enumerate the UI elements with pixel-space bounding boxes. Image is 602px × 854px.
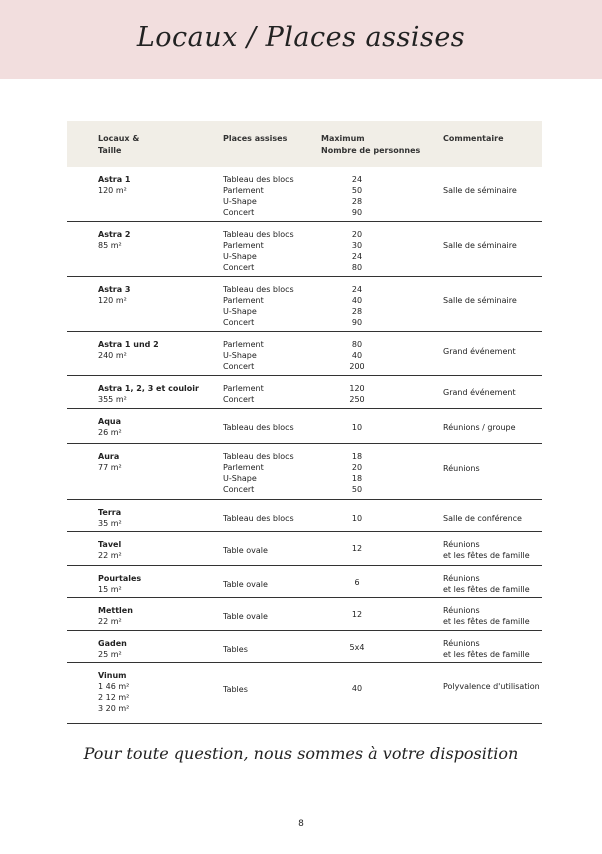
seats-line: Tables <box>223 645 248 654</box>
max-line: 10 <box>351 514 363 523</box>
comment-line: Grand événement <box>443 347 516 356</box>
seats-line: Parlement <box>223 463 264 472</box>
seats-line: Parlement <box>223 186 264 195</box>
name-line: Astra 1 und 2 <box>98 340 159 349</box>
comment-cell <box>443 295 517 306</box>
max-line: 18 <box>351 452 363 461</box>
header-max <box>321 133 420 157</box>
max-cell <box>321 284 393 328</box>
seats-cell <box>223 229 294 273</box>
max-line: 40 <box>351 351 363 360</box>
header-rooms <box>98 133 139 157</box>
max-line: 200 <box>349 362 365 371</box>
table-row <box>67 409 542 444</box>
max-line: 90 <box>351 318 363 327</box>
comment-cell <box>443 638 530 660</box>
page-title: Locaux / Places assises <box>136 22 466 53</box>
max-line: 18 <box>351 474 363 483</box>
max-line: 12 <box>351 544 363 553</box>
max-cell <box>321 422 393 433</box>
max-cell <box>321 174 393 218</box>
name-cell <box>98 284 130 306</box>
seats-cell <box>223 644 248 655</box>
name-cell <box>98 174 130 196</box>
table-row <box>67 222 542 277</box>
seats-line: Parlement <box>223 340 264 349</box>
name-line: 85 m² <box>98 241 122 250</box>
name-line: 1 46 m² <box>98 682 130 691</box>
max-line: 12 <box>351 610 363 619</box>
seats-cell <box>223 174 294 218</box>
comment-line: et les fêtes de famille <box>443 617 530 626</box>
table-row <box>67 532 542 566</box>
name-line: Aqua <box>98 417 122 426</box>
seats-line: Tableau des blocs <box>223 230 294 239</box>
header-rooms-line: Locaux & <box>98 134 140 143</box>
max-line: 40 <box>351 296 363 305</box>
comment-cell <box>443 463 480 474</box>
comment-line: et les fêtes de famille <box>443 585 530 594</box>
name-line: 3 20 m² <box>98 704 130 713</box>
header-max-line: Nombre de personnes <box>321 146 421 155</box>
comment-cell <box>443 422 516 433</box>
name-line: 15 m² <box>98 585 122 594</box>
seats-line: Table ovale <box>223 580 268 589</box>
comment-cell <box>443 573 530 595</box>
max-line: 6 <box>354 578 360 587</box>
seats-line: Concert <box>223 263 255 272</box>
seats-cell <box>223 284 294 328</box>
table-row <box>67 598 542 631</box>
table-row <box>67 332 542 376</box>
seats-line: U-Shape <box>223 474 257 483</box>
seats-line: Table ovale <box>223 612 268 621</box>
max-cell <box>321 229 393 273</box>
seats-cell <box>223 422 294 433</box>
table-body <box>67 167 542 724</box>
max-cell <box>321 339 393 372</box>
comment-cell <box>443 346 516 357</box>
name-cell <box>98 229 130 251</box>
max-cell <box>321 513 393 524</box>
name-line: 240 m² <box>98 351 127 360</box>
name-line: Astra 2 <box>98 230 131 239</box>
comment-line: et les fêtes de famille <box>443 650 530 659</box>
comment-cell <box>443 539 530 561</box>
comment-cell <box>443 513 522 524</box>
max-line: 24 <box>351 252 363 261</box>
comment-cell <box>443 387 516 398</box>
seats-line: Parlement <box>223 384 264 393</box>
comment-cell <box>443 605 530 627</box>
seats-line: Tableau des blocs <box>223 452 294 461</box>
name-cell <box>98 573 141 595</box>
max-cell <box>321 609 393 620</box>
seats-cell <box>223 579 268 590</box>
comment-cell <box>443 185 517 196</box>
max-cell <box>321 577 393 588</box>
max-cell <box>321 543 393 554</box>
comment-cell <box>443 240 517 251</box>
seats-line: Table ovale <box>223 546 268 555</box>
name-cell <box>98 539 122 561</box>
table-row <box>67 277 542 332</box>
name-cell <box>98 339 159 361</box>
seats-line: Tableau des blocs <box>223 514 294 523</box>
name-line: Terra <box>98 508 122 517</box>
table-row <box>67 663 542 724</box>
name-cell <box>98 670 129 714</box>
name-cell <box>98 383 199 405</box>
name-line: Astra 3 <box>98 285 131 294</box>
rooms-table <box>67 121 542 724</box>
seats-line: Tableau des blocs <box>223 285 294 294</box>
seats-line: Parlement <box>223 241 264 250</box>
seats-line: Concert <box>223 485 255 494</box>
max-line: 80 <box>351 263 363 272</box>
max-line: 250 <box>349 395 365 404</box>
name-line: Gaden <box>98 639 127 648</box>
max-line: 28 <box>351 307 363 316</box>
header-max-line: Maximum <box>321 134 365 143</box>
seats-line: Tableau des blocs <box>223 423 294 432</box>
seats-line: U-Shape <box>223 307 257 316</box>
table-row <box>67 500 542 532</box>
table-row <box>67 444 542 500</box>
name-line: Astra 1 <box>98 175 131 184</box>
seats-line: Concert <box>223 318 255 327</box>
header-seats: Places assises <box>223 134 288 143</box>
max-line: 24 <box>351 175 363 184</box>
name-line: Aura <box>98 452 120 461</box>
comment-line: et les fêtes de famille <box>443 551 530 560</box>
comment-line: Salle de séminaire <box>443 296 517 305</box>
max-line: 40 <box>351 684 363 693</box>
header-rooms-line: Taille <box>98 146 122 155</box>
max-line: 20 <box>351 230 363 239</box>
seats-line: Concert <box>223 362 255 371</box>
name-cell <box>98 507 122 529</box>
name-line: Astra 1, 2, 3 et couloir <box>98 384 199 393</box>
max-line: 20 <box>351 463 363 472</box>
seats-line: Concert <box>223 208 255 217</box>
max-line: 5x4 <box>349 643 365 652</box>
seats-line: Tableau des blocs <box>223 175 294 184</box>
name-line: Vinum <box>98 671 127 680</box>
seats-cell <box>223 383 264 405</box>
seats-cell <box>223 451 294 495</box>
comment-line: Réunions <box>443 606 480 615</box>
name-line: Mettlen <box>98 606 133 615</box>
name-cell <box>98 638 127 660</box>
name-line: Tavel <box>98 540 122 549</box>
max-line: 120 <box>349 384 365 393</box>
table-row <box>67 376 542 409</box>
table-row <box>67 631 542 663</box>
name-line: 25 m² <box>98 650 122 659</box>
comment-line: Polyvalence d'utilisation <box>443 682 540 691</box>
seats-line: U-Shape <box>223 351 257 360</box>
max-cell <box>321 642 393 653</box>
page-number: 8 <box>298 819 304 829</box>
seats-cell <box>223 545 268 556</box>
seats-line: U-Shape <box>223 252 257 261</box>
max-line: 28 <box>351 197 363 206</box>
table-row <box>67 566 542 598</box>
comment-line: Salle de séminaire <box>443 241 517 250</box>
seats-line: Tables <box>223 685 248 694</box>
max-line: 10 <box>351 423 363 432</box>
max-line: 30 <box>351 241 363 250</box>
max-line: 90 <box>351 208 363 217</box>
seats-line: Concert <box>223 395 255 404</box>
header-comment: Commentaire <box>443 134 504 143</box>
name-line: 2 12 m² <box>98 693 130 702</box>
name-cell <box>98 416 122 438</box>
name-line: 355 m² <box>98 395 127 404</box>
comment-line: Réunions <box>443 464 480 473</box>
comment-line: Réunions <box>443 540 480 549</box>
comment-line: Réunions / groupe <box>443 423 516 432</box>
comment-line: Salle de séminaire <box>443 186 517 195</box>
comment-line: Grand événement <box>443 388 516 397</box>
comment-line: Réunions <box>443 574 480 583</box>
name-line: 120 m² <box>98 296 127 305</box>
seats-cell <box>223 339 264 372</box>
name-cell <box>98 451 122 473</box>
table-row <box>67 167 542 222</box>
name-line: 120 m² <box>98 186 127 195</box>
name-line: 22 m² <box>98 617 122 626</box>
seats-line: U-Shape <box>223 197 257 206</box>
seats-cell <box>223 611 268 622</box>
max-line: 24 <box>351 285 363 294</box>
max-line: 50 <box>351 485 363 494</box>
max-cell <box>321 451 393 495</box>
max-line: 80 <box>351 340 363 349</box>
footer-note: Pour toute question, nous sommes à votre disposition <box>83 744 519 763</box>
seats-line: Parlement <box>223 296 264 305</box>
comment-line: Réunions <box>443 639 480 648</box>
table-header <box>67 121 542 167</box>
name-cell <box>98 605 133 627</box>
name-line: 22 m² <box>98 551 122 560</box>
name-line: 35 m² <box>98 519 122 528</box>
seats-cell <box>223 684 248 695</box>
name-line: Pourtales <box>98 574 142 583</box>
name-line: 26 m² <box>98 428 122 437</box>
name-line: 77 m² <box>98 463 122 472</box>
comment-line: Salle de conférence <box>443 514 522 523</box>
comment-cell <box>443 681 540 692</box>
max-line: 50 <box>351 186 363 195</box>
max-cell <box>321 683 393 694</box>
max-cell <box>321 383 393 405</box>
seats-cell <box>223 513 294 524</box>
